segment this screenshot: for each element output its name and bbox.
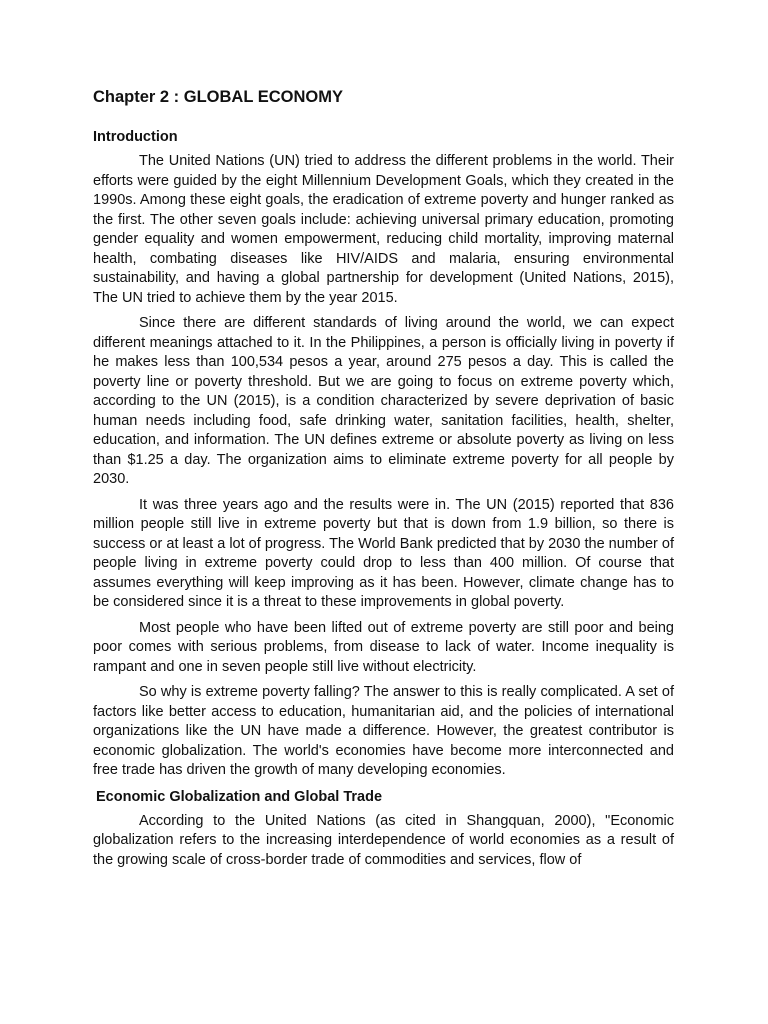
section-heading-introduction: Introduction bbox=[93, 129, 178, 145]
paragraph: The United Nations (UN) tried to address the different problems in the world. Their efforts were guided by the eight Millennium Development Goals, which they created in the 1990s. Among these eight goals, the eradication of extreme poverty and hunger ranked as the first. The other seven goals include: achieving universal primary education, promoting gender equality and women empowerment, reducing child mortality, improving maternal health, combating diseases like HIV/AIDS and malaria, ensuring environmental sustainability, and having a global partnership for development (United Nations, 2015), The UN tried to achieve them by the year 2015. bbox=[93, 153, 674, 306]
chapter-title: Chapter 2 : GLOBAL ECONOMY bbox=[93, 88, 343, 106]
paragraph: According to the United Nations (as cited in Shangquan, 2000), "Economic globalization refers to the increasing interdependence of world economies as a result of the growing scale of cross-border trade of commodities and services, flow of bbox=[93, 812, 674, 868]
paragraph: It was three years ago and the results were in. The UN (2015) reported that 836 million people still live in extreme poverty but that is down from 1.9 billion, so there is success or at least a lot of progress. The World Bank predicted that by 2030 the number of people living in extreme poverty could drop to less than 400 million. Of course that assumes everything will keep improving as it has been. However, climate change has to be considered since it is a threat to these improvements in global poverty. bbox=[93, 496, 674, 610]
section-heading-economic-globalization: Economic Globalization and Global Trade bbox=[96, 788, 383, 805]
paragraph: Since there are different standards of living around the world, we can expect different meanings attached to it. In the Philippines, a person is officially living in poverty if he makes less than 100,534 pesos a year, around 275 pesos a day. This is called the poverty line or poverty threshold. But we are going to focus on extreme poverty which, according to the UN (2015), is a condition characterized by severe deprivation of basic human needs including food, safe drinking water, sanitation facilities, health, shelter, education, and information. The UN defines extreme or absolute poverty as living on less than $1.25 a day. The organization aims to eliminate extreme poverty for all people by 2030. bbox=[93, 315, 674, 487]
paragraph: Most people who have been lifted out of extreme poverty are still poor and being poor comes with serious problems, from disease to lack of water. Income inequality is rampant and one in seven people still live without electricity. bbox=[93, 619, 674, 675]
paragraph: So why is extreme poverty falling? The answer to this is really complicated. A set of factors like better access to education, humanitarian aid, and the policies of international organizations like the UN have made a difference. However, the greatest contributor is economic globalization. The world's economies have become more interconnected and free trade has driven the growth of many developing economies. bbox=[93, 684, 674, 778]
document-body bbox=[93, 86, 674, 876]
